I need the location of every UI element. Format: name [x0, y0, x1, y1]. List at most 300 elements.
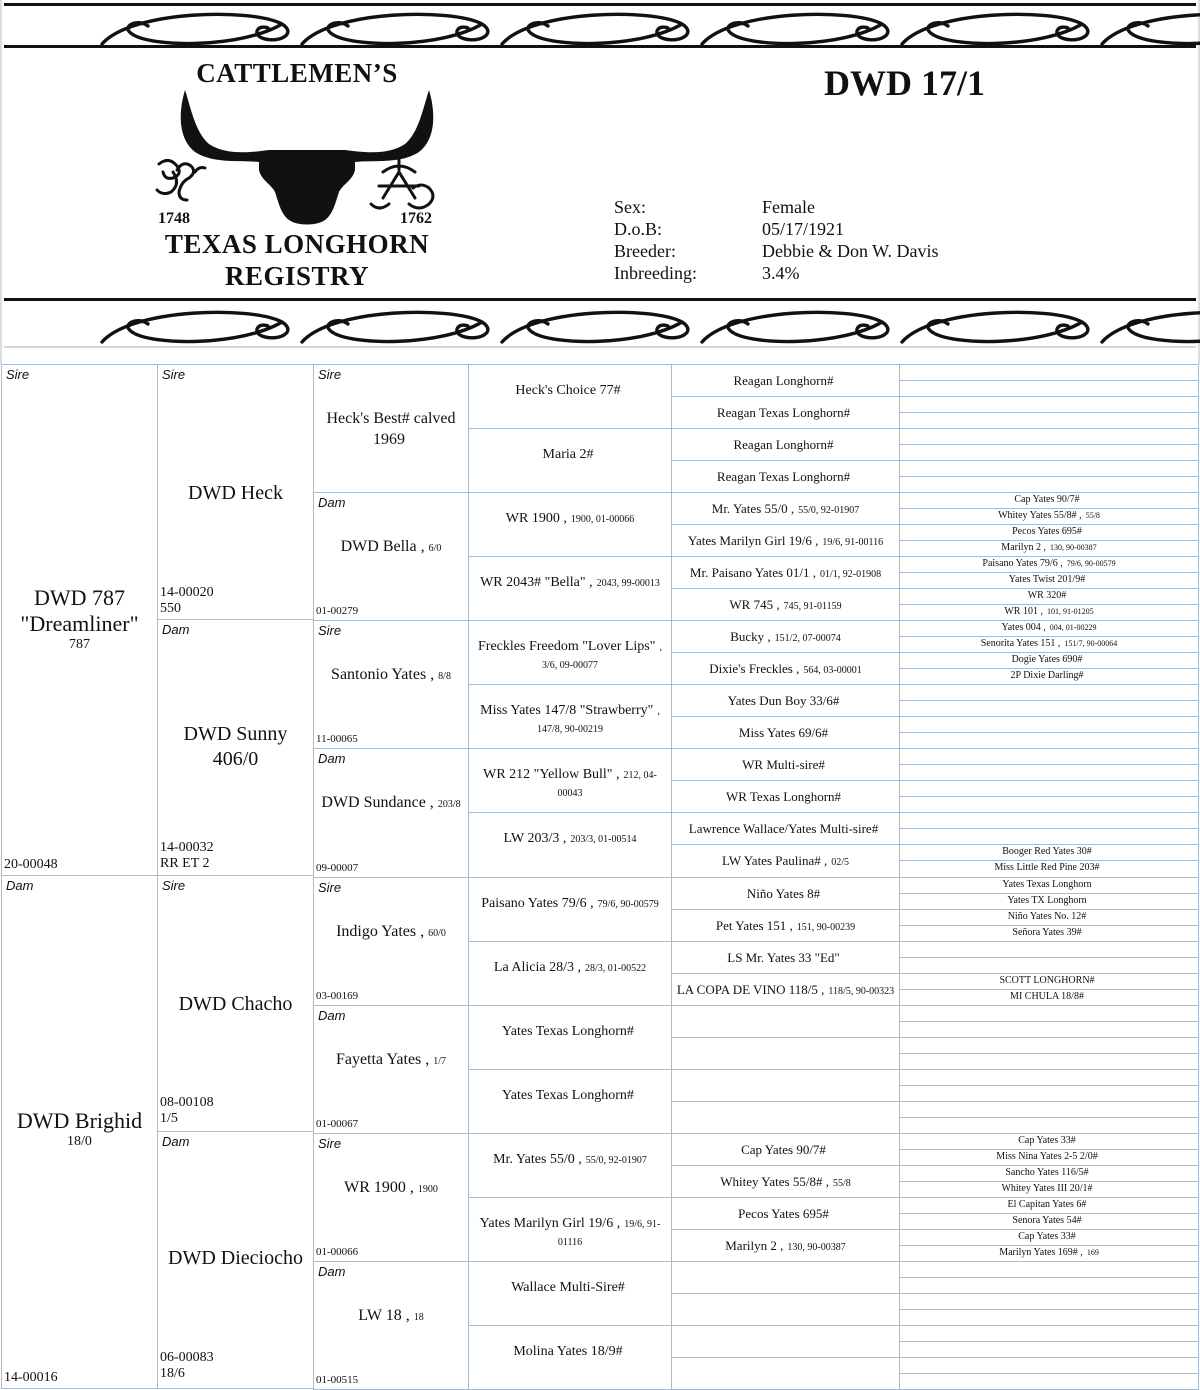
bottom-rule [4, 346, 1196, 348]
gen5-name-box-5 [674, 534, 897, 550]
gen5-sub-17: 151, 90-00239 [796, 922, 856, 933]
gen4-name-box-13 [473, 1215, 667, 1251]
gen3-name-box-0 [318, 408, 464, 452]
gen6-cell-40 [899, 1005, 1199, 1022]
gen6-cell-61 [899, 1341, 1199, 1358]
dam-reg: 14-00016 [4, 1370, 58, 1385]
gen4-sub-9: 28/3, 01-00522 [584, 963, 647, 974]
gen6-name-box-44 [902, 1070, 1196, 1084]
gen4-cell-1 [468, 428, 672, 493]
gen5-name-box-24 [674, 1143, 897, 1159]
gen2-cell-1 [157, 619, 314, 876]
gen2-cell-0 [157, 364, 314, 620]
gen6-cell-63 [899, 1373, 1199, 1390]
gen5-name-box-3 [674, 470, 897, 486]
logo-registry: REGISTRY [224, 261, 370, 291]
gen2-reg2-2: 1/5 [160, 1111, 178, 1126]
gen6-name-9: Whitey Yates 55/8# , [998, 510, 1082, 521]
gen6-name-48: Cap Yates 33# [1018, 1135, 1076, 1146]
gen6-name-31: Miss Little Red Pine 203# [994, 862, 1100, 873]
gen5-cell-19 [671, 973, 900, 1006]
gen5-cell-24 [671, 1133, 900, 1166]
gen4-sub-12: 55/0, 92-01907 [585, 1155, 647, 1166]
gen6-cell-28 [899, 812, 1199, 829]
gen6-name-54: Cap Yates 33# [1018, 1231, 1076, 1242]
gen6-name-box-33 [902, 894, 1196, 908]
gen4-name-6: WR 212 "Yellow Bull" , [483, 767, 620, 782]
gen6-name-box-14 [902, 589, 1196, 603]
gen3-reg-2: 11-00065 [316, 733, 358, 745]
gen6-name-box-48 [902, 1134, 1196, 1148]
gen6-cell-43 [899, 1053, 1199, 1070]
gen6-cell-24 [899, 748, 1199, 765]
inbreeding-label: Inbreeding: [614, 263, 697, 283]
gen3-name-box-5 [318, 1049, 464, 1072]
gen6-cell-11 [899, 540, 1199, 557]
gen4-name-box-15 [473, 1343, 667, 1361]
gen5-cell-14 [671, 812, 900, 845]
scroll-wave-1 [102, 312, 1200, 342]
gen6-cell-49 [899, 1149, 1199, 1166]
gen6-cell-19 [899, 668, 1199, 685]
gen4-cell-13 [468, 1197, 672, 1262]
gen6-cell-42 [899, 1037, 1199, 1054]
gen6-cell-46 [899, 1101, 1199, 1118]
gen5-name-box-11 [674, 726, 897, 742]
gen6-name-box-45 [902, 1086, 1196, 1100]
gen6-name-box-16 [902, 621, 1196, 635]
gen6-name-box-58 [902, 1294, 1196, 1308]
gen6-name-box-56 [902, 1262, 1196, 1276]
gen4-sub-3: 2043, 99-00013 [596, 578, 660, 589]
gen6-name-32: Yates Texas Longhorn [1002, 879, 1092, 890]
gen6-name-box-30 [902, 845, 1196, 859]
gen6-name-box-57 [902, 1278, 1196, 1292]
gen5-cell-15 [671, 844, 900, 878]
logo-title: CATTLEMEN’S [196, 58, 398, 88]
gen3-name-box-4 [318, 921, 464, 944]
gen2-name-2: DWD Chacho [178, 993, 293, 1015]
gen5-sub-7: 745, 91-01159 [783, 601, 842, 612]
gen5-name-19: LA COPA DE VINO 118/5 , [676, 982, 825, 997]
gen5-name-box-21 [674, 1047, 897, 1063]
gen4-sub-5: , 147/8, 90-00219 [536, 706, 660, 735]
gen6-name-box-2 [902, 397, 1196, 411]
gen6-name-box-54 [902, 1230, 1196, 1244]
gen5-name-4: Mr. Yates 55/0 , [711, 501, 795, 516]
pedigree-chart [0, 364, 1200, 1390]
gen2-name-1: DWD Sunny 406/0 [183, 723, 288, 770]
gen5-name-9: Dixie's Freckles , [709, 661, 800, 676]
gen4-cell-0 [468, 364, 672, 429]
gen6-name-box-34 [902, 910, 1196, 924]
gen5-name-box-31 [674, 1367, 897, 1383]
gen6-cell-1 [899, 380, 1199, 397]
dam-number: 18/0 [67, 1134, 92, 1149]
gen6-name-box-24 [902, 749, 1196, 763]
gen5-name-17: Pet Yates 151 , [715, 918, 793, 933]
gen2-role-2: Sire [162, 878, 186, 893]
gen5-cell-23 [671, 1101, 900, 1134]
gen6-cell-9 [899, 508, 1199, 525]
gen5-cell-28 [671, 1261, 900, 1294]
gen6-name-box-49 [902, 1150, 1196, 1164]
gen5-name-14: Lawrence Wallace/Yates Multi-sire# [688, 821, 879, 836]
gen2-reg-2: 08-00108 [160, 1095, 214, 1110]
gen4-name-3: WR 2043# "Bella" , [480, 575, 593, 590]
gen6-sub-15: 101, 91-01205 [1046, 607, 1094, 616]
gen6-name-box-36 [902, 942, 1196, 956]
gen6-name-box-39 [902, 990, 1196, 1004]
gen6-cell-50 [899, 1165, 1199, 1182]
gen6-name-35: Señora Yates 39# [1012, 927, 1082, 938]
gen4-name-12: Mr. Yates 55/0 , [493, 1152, 582, 1167]
gen6-name-box-46 [902, 1102, 1196, 1116]
gen4-name-10: Yates Texas Longhorn# [502, 1024, 634, 1039]
gen4-name-box-2 [473, 510, 667, 528]
gen5-cell-26 [671, 1197, 900, 1230]
sire-name-line1: DWD 787 [33, 585, 126, 610]
gen4-name-0: Heck's Choice 77# [515, 383, 621, 398]
sire-reg: 20-00048 [4, 857, 58, 872]
inbreeding-value: 3.4% [762, 263, 800, 283]
gen5-name-27: Marilyn 2 , [725, 1238, 784, 1253]
gen5-name-box-2 [674, 438, 897, 454]
gen6-name-39: MI CHULA 18/8# [1010, 991, 1084, 1002]
gen5-name-6: Mr. Paisano Yates 01/1 , [689, 565, 816, 580]
gen5-name-7: WR 745 , [729, 597, 780, 612]
gen3-name-box-6 [318, 1177, 464, 1200]
animal-registration-number: DWD 17/1 [824, 63, 985, 103]
gen5-cell-17 [671, 909, 900, 942]
gen3-reg-7: 01-00515 [316, 1374, 359, 1386]
gen5-name-1: Reagan Texas Longhorn# [716, 405, 851, 420]
gen4-name-1: Maria 2# [542, 447, 594, 462]
gen4-cell-6 [468, 748, 672, 813]
gen6-name-53: Senora Yates 54# [1012, 1215, 1082, 1226]
scroll-wave-0 [102, 14, 1200, 44]
gen5-sub-4: 55/0, 92-01907 [798, 505, 860, 516]
gen4-name-9: La Alicia 28/3 , [493, 960, 581, 975]
dob-label: D.o.B: [614, 219, 663, 239]
gen4-name-box-6 [473, 766, 667, 802]
gen4-name-11: Yates Texas Longhorn# [502, 1088, 634, 1103]
gen5-cell-27 [671, 1229, 900, 1262]
gen3-name-2: Santonio Yates , [331, 666, 435, 683]
gen6-cell-59 [899, 1309, 1199, 1326]
gen6-cell-10 [899, 524, 1199, 541]
gen4-sub-4: , 3/6, 09-00077 [541, 642, 662, 671]
gen4-name-box-12 [473, 1151, 667, 1169]
gen6-name-box-40 [902, 1006, 1196, 1020]
sire-number: 787 [69, 637, 90, 652]
gen5-name-box-25 [674, 1175, 897, 1191]
gen5-cell-5 [671, 524, 900, 557]
gen5-name-box-4 [674, 502, 897, 518]
gen3-reg-4: 03-00169 [316, 990, 359, 1002]
gen3-reg-6: 01-00066 [316, 1246, 359, 1258]
gen6-name-box-7 [902, 477, 1196, 491]
gen4-name-4: Freckles Freedom "Lover Lips" [478, 639, 656, 654]
gen6-name-box-26 [902, 781, 1196, 795]
gen6-name-box-37 [902, 958, 1196, 972]
gen6-name-box-21 [902, 701, 1196, 715]
gen2-cell-3 [157, 1131, 314, 1389]
gen6-cell-21 [899, 700, 1199, 717]
gen6-name-box-19 [902, 669, 1196, 683]
gen5-name-box-22 [674, 1079, 897, 1095]
gen5-name-10: Yates Dun Boy 33/6# [727, 693, 840, 708]
gen6-name-51: Whitey Yates III 20/1# [1001, 1183, 1093, 1194]
gen4-name-15: Molina Yates 18/9# [513, 1344, 623, 1359]
gen3-cell-1 [313, 492, 469, 621]
gen6-sub-55: 169 [1086, 1248, 1099, 1257]
gen5-name-15: LW Yates Paulina# , [721, 853, 828, 868]
gen4-cell-2 [468, 492, 672, 557]
gen6-name-box-6 [902, 461, 1196, 475]
gen5-sub-9: 564, 03-00001 [803, 665, 862, 676]
gen5-cell-8 [671, 620, 900, 653]
gen6-name-box-28 [902, 813, 1196, 827]
sire-name [6, 585, 153, 653]
gen6-name-box-53 [902, 1214, 1196, 1228]
gen6-cell-2 [899, 396, 1199, 413]
gen6-name-box-43 [902, 1054, 1196, 1068]
gen3-name-0: Heck's Best# calved 1969 [326, 410, 456, 448]
gen6-cell-20 [899, 684, 1199, 701]
gen6-cell-35 [899, 925, 1199, 942]
gen5-name-16: Niño Yates 8# [746, 886, 821, 901]
gen5-name-0: Reagan Longhorn# [733, 373, 834, 388]
gen6-name-box-5 [902, 445, 1196, 459]
gen5-name-13: WR Texas Longhorn# [725, 789, 842, 804]
gen4-name-box-5 [473, 702, 667, 738]
gen6-name-box-27 [902, 797, 1196, 811]
gen6-name-box-13 [902, 573, 1196, 587]
gen4-name-8: Paisano Yates 79/6 , [481, 896, 594, 911]
gen5-sub-27: 130, 90-00387 [787, 1242, 846, 1253]
gen3-cell-4 [313, 877, 469, 1006]
gen5-cell-1 [671, 396, 900, 429]
gen4-sub-7: 203/3, 01-00514 [570, 834, 637, 845]
gen5-name-box-23 [674, 1111, 897, 1127]
gen4-name-box-11 [473, 1087, 667, 1105]
gen3-role-6: Sire [318, 1136, 342, 1151]
gen5-name-8: Bucky , [730, 629, 771, 644]
gen4-sub-6: 212, 04-00043 [557, 770, 657, 799]
gen6-cell-30 [899, 844, 1199, 861]
gen3-role-0: Sire [318, 367, 342, 382]
gen6-name-15: WR 101 , [1004, 606, 1043, 617]
gen3-reg-3: 09-00007 [316, 862, 359, 874]
gen6-name-box-23 [902, 733, 1196, 747]
gen5-name-box-9 [674, 662, 897, 678]
gen4-name-14: Wallace Multi-Sire# [511, 1280, 625, 1295]
gen5-name-box-12 [674, 758, 897, 774]
gen6-name-box-47 [902, 1118, 1196, 1132]
gen6-name-box-1 [902, 381, 1196, 395]
gen6-cell-44 [899, 1069, 1199, 1086]
sire-cell [1, 364, 158, 876]
gen3-sub-3: 203/8 [437, 799, 461, 810]
gen3-role-4: Sire [318, 880, 342, 895]
breeder-value: Debbie & Don W. Davis [762, 241, 939, 261]
gen5-name-5: Yates Marilyn Girl 19/6 , [687, 533, 819, 548]
gen6-sub-9: 55/8 [1085, 511, 1100, 520]
gen6-cell-37 [899, 957, 1199, 974]
gen5-name-box-14 [674, 822, 897, 838]
gen6-cell-4 [899, 428, 1199, 445]
gen3-name-box-7 [318, 1305, 464, 1328]
gen6-cell-23 [899, 732, 1199, 749]
gen5-cell-22 [671, 1069, 900, 1102]
gen6-name-box-8 [902, 493, 1196, 507]
gen6-cell-58 [899, 1293, 1199, 1310]
gen5-cell-13 [671, 780, 900, 813]
gen6-name-box-10 [902, 525, 1196, 539]
gen3-name-1: DWD Bella , [340, 538, 425, 555]
gen4-name-box-9 [473, 959, 667, 977]
gen6-name-8: Cap Yates 90/7# [1014, 494, 1080, 505]
gen5-cell-31 [671, 1357, 900, 1390]
gen6-cell-33 [899, 893, 1199, 910]
gen2-cell-2 [157, 875, 314, 1132]
sire-name-line2: "Dreamliner" [20, 611, 139, 636]
gen5-name-box-1 [674, 406, 897, 422]
gen3-cell-6 [313, 1133, 469, 1262]
gen6-cell-26 [899, 780, 1199, 797]
gen3-name-5: Fayetta Yates , [335, 1051, 430, 1068]
gen6-cell-51 [899, 1181, 1199, 1198]
gen5-sub-15: 02/5 [831, 857, 850, 868]
gen3-role-3: Dam [318, 751, 346, 766]
gen6-cell-45 [899, 1085, 1199, 1102]
sire-role: Sire [6, 367, 30, 382]
gen6-cell-12 [899, 556, 1199, 573]
gen6-name-box-50 [902, 1166, 1196, 1180]
gen5-cell-12 [671, 748, 900, 781]
gen3-reg-1: 01-00279 [316, 605, 359, 617]
gen6-name-box-52 [902, 1198, 1196, 1212]
gen6-cell-7 [899, 476, 1199, 493]
logo-year-left: 1748 [158, 210, 190, 227]
gen4-name-box-3 [473, 574, 667, 592]
gen3-name-6: WR 1900 , [344, 1179, 414, 1196]
gen4-name-box-10 [473, 1023, 667, 1041]
gen6-name-box-20 [902, 685, 1196, 699]
dam-cell [1, 875, 158, 1389]
gen5-cell-16 [671, 877, 900, 910]
gen6-cell-22 [899, 716, 1199, 733]
gen3-role-5: Dam [318, 1008, 346, 1023]
gen6-name-16: Yates 004 , [1001, 622, 1046, 633]
gen4-name-5: Miss Yates 147/8 "Strawberry" [480, 703, 654, 718]
gen4-cell-7 [468, 812, 672, 878]
gen6-name-box-0 [902, 365, 1196, 379]
gen6-cell-15 [899, 604, 1199, 621]
gen3-sub-2: 8/8 [438, 671, 451, 682]
gen6-name-12: Paisano Yates 79/6 , [982, 558, 1063, 569]
gen4-name-box-4 [473, 638, 667, 674]
gen6-cell-14 [899, 588, 1199, 605]
gen6-name-18: Dogie Yates 690# [1011, 654, 1083, 665]
gen6-name-box-15 [902, 605, 1196, 619]
gen5-cell-2 [671, 428, 900, 461]
gen5-sub-6: 01/1, 92-01908 [819, 569, 882, 580]
certificate-header [0, 0, 1200, 364]
dam-role: Dam [6, 878, 34, 893]
gen5-sub-8: 151/2, 07-00074 [774, 633, 841, 644]
gen4-cell-15 [468, 1325, 672, 1390]
gen6-name-box-61 [902, 1342, 1196, 1356]
gen5-name-box-6 [674, 566, 897, 582]
gen2-name-3: DWD Dieciocho [168, 1247, 303, 1269]
gen3-name-7: LW 18 , [358, 1307, 410, 1324]
gen6-cell-48 [899, 1133, 1199, 1150]
gen5-sub-25: 55/8 [832, 1178, 851, 1189]
gen6-name-30: Booger Red Yates 30# [1002, 846, 1092, 857]
gen3-cell-5 [313, 1005, 469, 1134]
gen5-cell-21 [671, 1037, 900, 1070]
gen5-name-box-8 [674, 630, 897, 646]
gen6-cell-36 [899, 941, 1199, 958]
gen6-cell-34 [899, 909, 1199, 926]
gen5-name-box-17 [674, 919, 897, 935]
gen6-cell-17 [899, 636, 1199, 653]
gen5-name-12: WR Multi-sire# [742, 757, 825, 772]
gen5-cell-18 [671, 941, 900, 974]
gen6-name-box-35 [902, 926, 1196, 940]
gen5-name-box-16 [674, 887, 897, 903]
gen4-sub-8: 79/6, 90-00579 [597, 899, 659, 910]
gen6-name-box-12 [902, 557, 1196, 571]
gen5-cell-9 [671, 652, 900, 685]
gen3-role-2: Sire [318, 623, 342, 638]
gen2-reg2-3: 18/6 [160, 1366, 185, 1381]
gen2-name-0: DWD Heck [188, 482, 283, 504]
gen5-cell-20 [671, 1005, 900, 1038]
gen2-role-0: Sire [162, 367, 186, 382]
gen6-name-14: WR 320# [1027, 590, 1067, 601]
gen6-name-box-4 [902, 429, 1196, 443]
gen6-cell-52 [899, 1197, 1199, 1214]
gen5-name-box-15 [674, 854, 897, 870]
gen5-cell-25 [671, 1165, 900, 1198]
gen5-cell-29 [671, 1293, 900, 1326]
gen6-cell-3 [899, 412, 1199, 429]
gen2-reg-3: 06-00083 [160, 1350, 214, 1365]
gen6-cell-39 [899, 989, 1199, 1006]
sex-label: Sex: [614, 197, 647, 217]
gen3-name-3: DWD Sundance , [321, 794, 434, 811]
gen4-name-box-7 [473, 830, 667, 848]
gen5-cell-4 [671, 492, 900, 525]
gen2-reg-1: 14-00032 [160, 840, 214, 855]
scroll-border-bottom [2, 302, 1200, 348]
gen5-cell-30 [671, 1325, 900, 1358]
gen6-name-box-22 [902, 717, 1196, 731]
gen6-cell-60 [899, 1325, 1199, 1342]
gen6-cell-27 [899, 796, 1199, 813]
scroll-border-top [2, 4, 1200, 50]
gen5-name-box-7 [674, 598, 897, 614]
gen5-name-box-18 [674, 951, 897, 967]
gen5-sub-5: 19/6, 91-00116 [822, 537, 884, 548]
gen6-name-box-29 [902, 829, 1196, 843]
sex-value: Female [762, 197, 815, 217]
gen5-cell-0 [671, 364, 900, 397]
gen6-name-box-18 [902, 653, 1196, 667]
